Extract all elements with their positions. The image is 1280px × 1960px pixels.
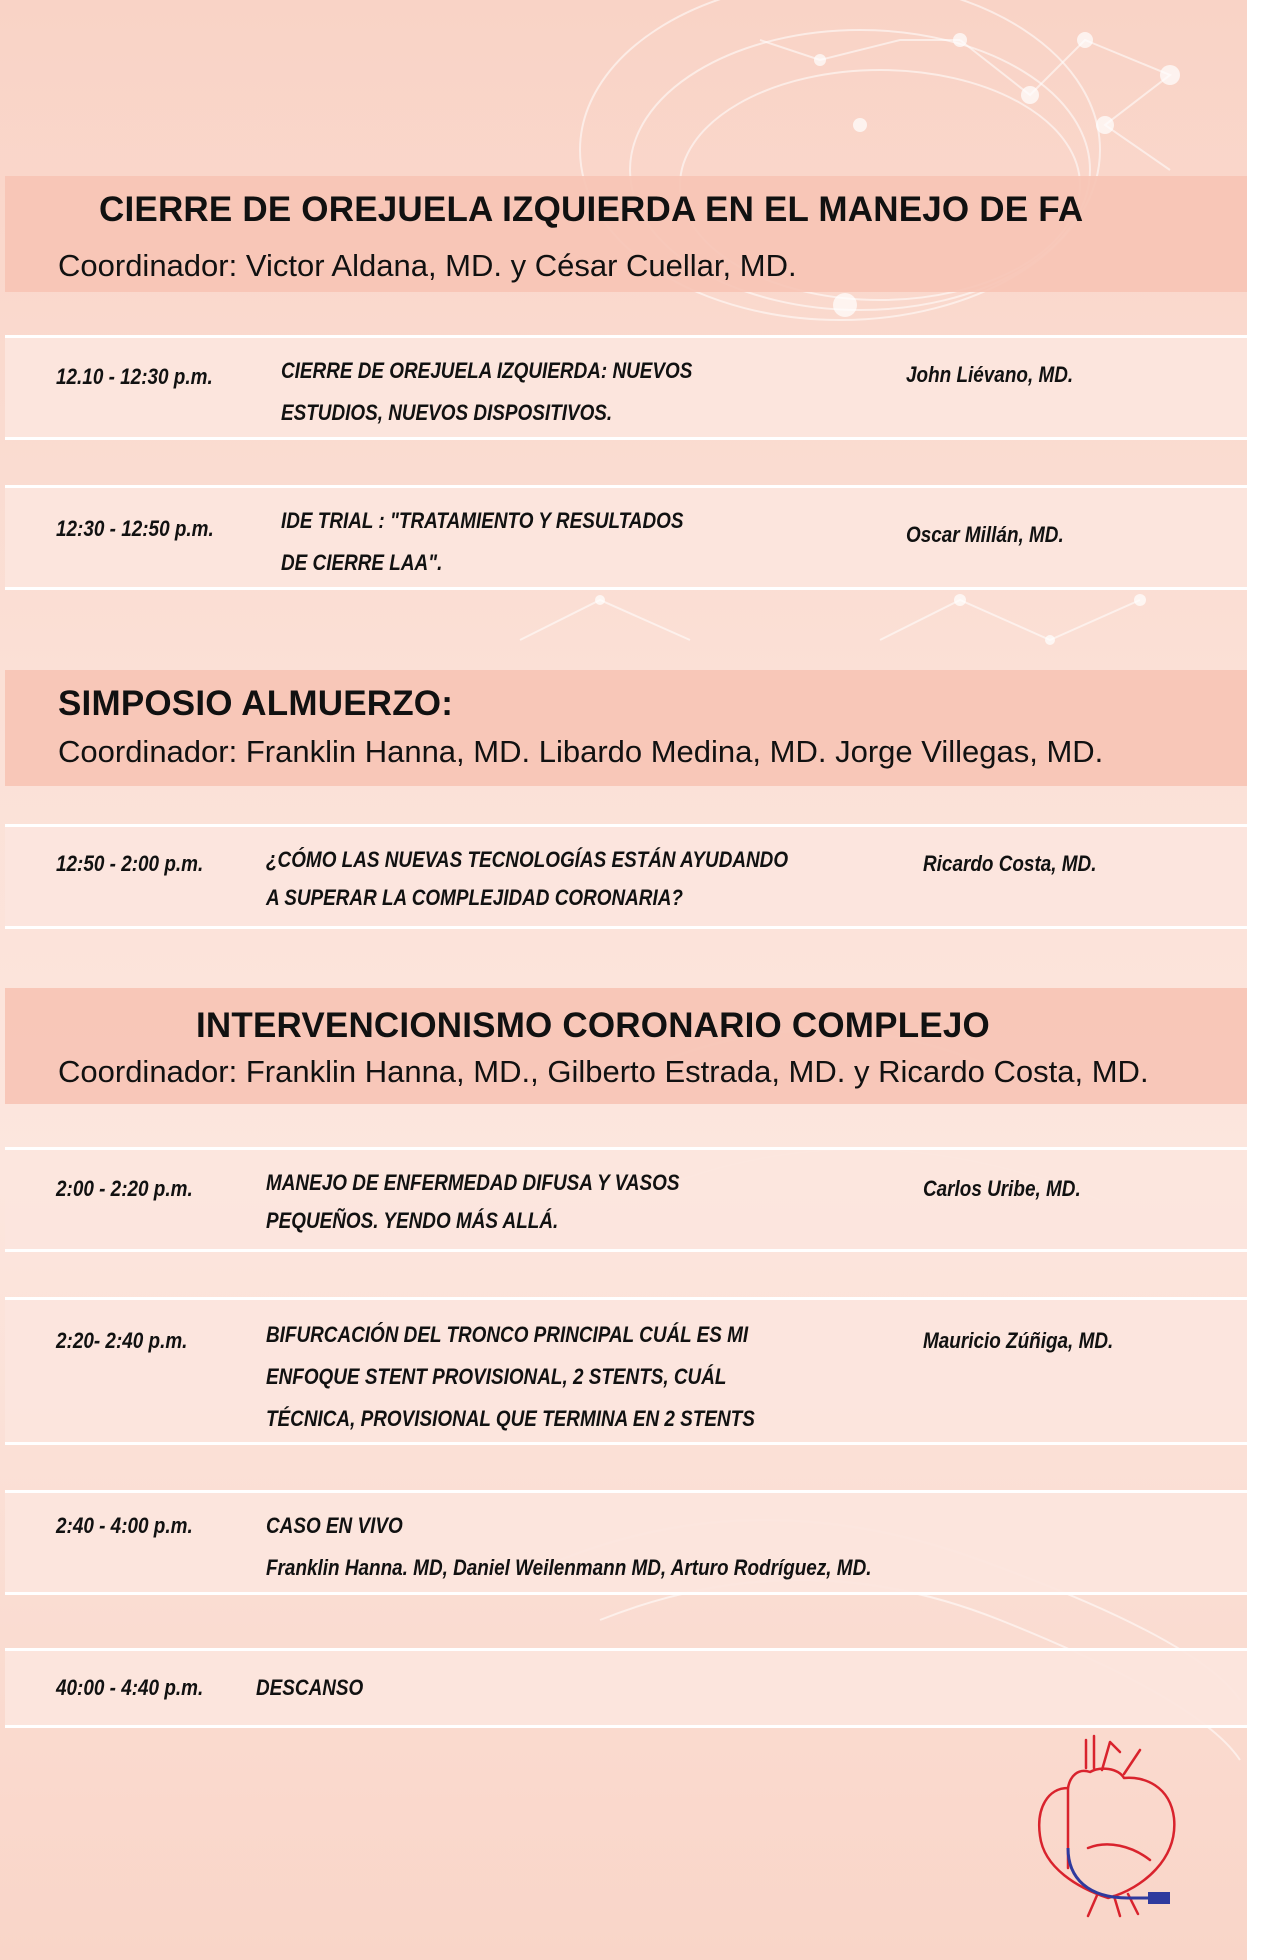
session-topic-line: A SUPERAR LA COMPLEJIDAD CORONARIA?: [266, 885, 683, 910]
section-coordinator: Coordinador: Franklin Hanna, MD., Gilberto Estrada, MD. y Ricardo Costa, MD.: [58, 1054, 1149, 1089]
section-title: INTERVENCIONISMO CORONARIO COMPLEJO: [196, 1006, 990, 1045]
session-topic: [281, 500, 683, 584]
session-topic-line: TÉCNICA, PROVISIONAL QUE TERMINA EN 2 STENTS: [266, 1406, 755, 1431]
session-row: [5, 824, 1247, 929]
session-speaker: John Liévano, MD.: [906, 362, 1074, 387]
session-time: 2:40 - 4:00 p.m.: [56, 1513, 193, 1538]
session-row: [5, 1297, 1247, 1445]
section-header-intervencionismo: [5, 988, 1247, 1104]
session-topic-line: CIERRE DE OREJUELA IZQUIERDA: NUEVOS: [281, 358, 693, 383]
session-topic: [266, 1505, 871, 1589]
session-time: 12:50 - 2:00 p.m.: [56, 851, 204, 876]
section-coordinator: Coordinador: Franklin Hanna, MD. Libardo Medina, MD. Jorge Villegas, MD.: [58, 734, 1104, 769]
session-speaker: Oscar Millán, MD.: [906, 522, 1064, 547]
session-time: 2:00 - 2:20 p.m.: [56, 1176, 193, 1201]
section-title: CIERRE DE OREJUELA IZQUIERDA EN EL MANEJO DE FA: [99, 190, 1084, 229]
session-speaker: Ricardo Costa, MD.: [923, 851, 1097, 876]
session-time: 2:20- 2:40 p.m.: [56, 1328, 188, 1353]
session-row: [5, 485, 1247, 590]
session-row: [5, 1490, 1247, 1595]
session-topic-line: DE CIERRE LAA".: [281, 550, 443, 575]
session-time: 12.10 - 12:30 p.m.: [56, 364, 213, 389]
section-header-simposio: [5, 670, 1247, 786]
session-topic-line: IDE TRIAL : "TRATAMIENTO Y RESULTADOS: [281, 508, 684, 533]
break-label: DESCANSO: [256, 1675, 364, 1700]
session-topic: [281, 350, 692, 434]
page-margin-strip: [1247, 0, 1280, 1960]
section-title: SIMPOSIO ALMUERZO:: [58, 684, 454, 723]
section-coordinator: Coordinador: Victor Aldana, MD. y César Cuellar, MD.: [58, 248, 797, 283]
session-time: 12:30 - 12:50 p.m.: [56, 516, 214, 541]
session-speaker: Carlos Uribe, MD.: [923, 1176, 1081, 1201]
session-row: [5, 1147, 1247, 1252]
session-speaker: Mauricio Zúñiga, MD.: [923, 1328, 1114, 1353]
session-topic: [266, 839, 788, 919]
session-topic-line: BIFURCACIÓN DEL TRONCO PRINCIPAL CUÁL ES MI: [266, 1322, 749, 1347]
session-topic-line: CASO EN VIVO: [266, 1513, 403, 1538]
session-topic-line: PEQUEÑOS. YENDO MÁS ALLÁ.: [266, 1208, 559, 1233]
heart-catheter-icon: [1028, 1728, 1188, 1918]
break-time: 40:00 - 4:40 p.m.: [56, 1675, 204, 1700]
session-topic-line: Franklin Hanna. MD, Daniel Weilenmann MD, Arturo Rodríguez, MD.: [266, 1555, 872, 1580]
session-topic-line: ENFOQUE STENT PROVISIONAL, 2 STENTS, CUÁL: [266, 1364, 727, 1389]
session-topic: [266, 1162, 679, 1242]
break-row: [5, 1648, 1247, 1728]
session-topic-line: ESTUDIOS, NUEVOS DISPOSITIVOS.: [281, 400, 613, 425]
section-header-orejuela: [5, 176, 1247, 292]
session-topic: [266, 1314, 755, 1440]
session-topic-line: MANEJO DE ENFERMEDAD DIFUSA Y VASOS: [266, 1170, 680, 1195]
session-topic-line: ¿CÓMO LAS NUEVAS TECNOLOGÍAS ESTÁN AYUDANDO: [266, 847, 789, 872]
session-row: [5, 335, 1247, 440]
